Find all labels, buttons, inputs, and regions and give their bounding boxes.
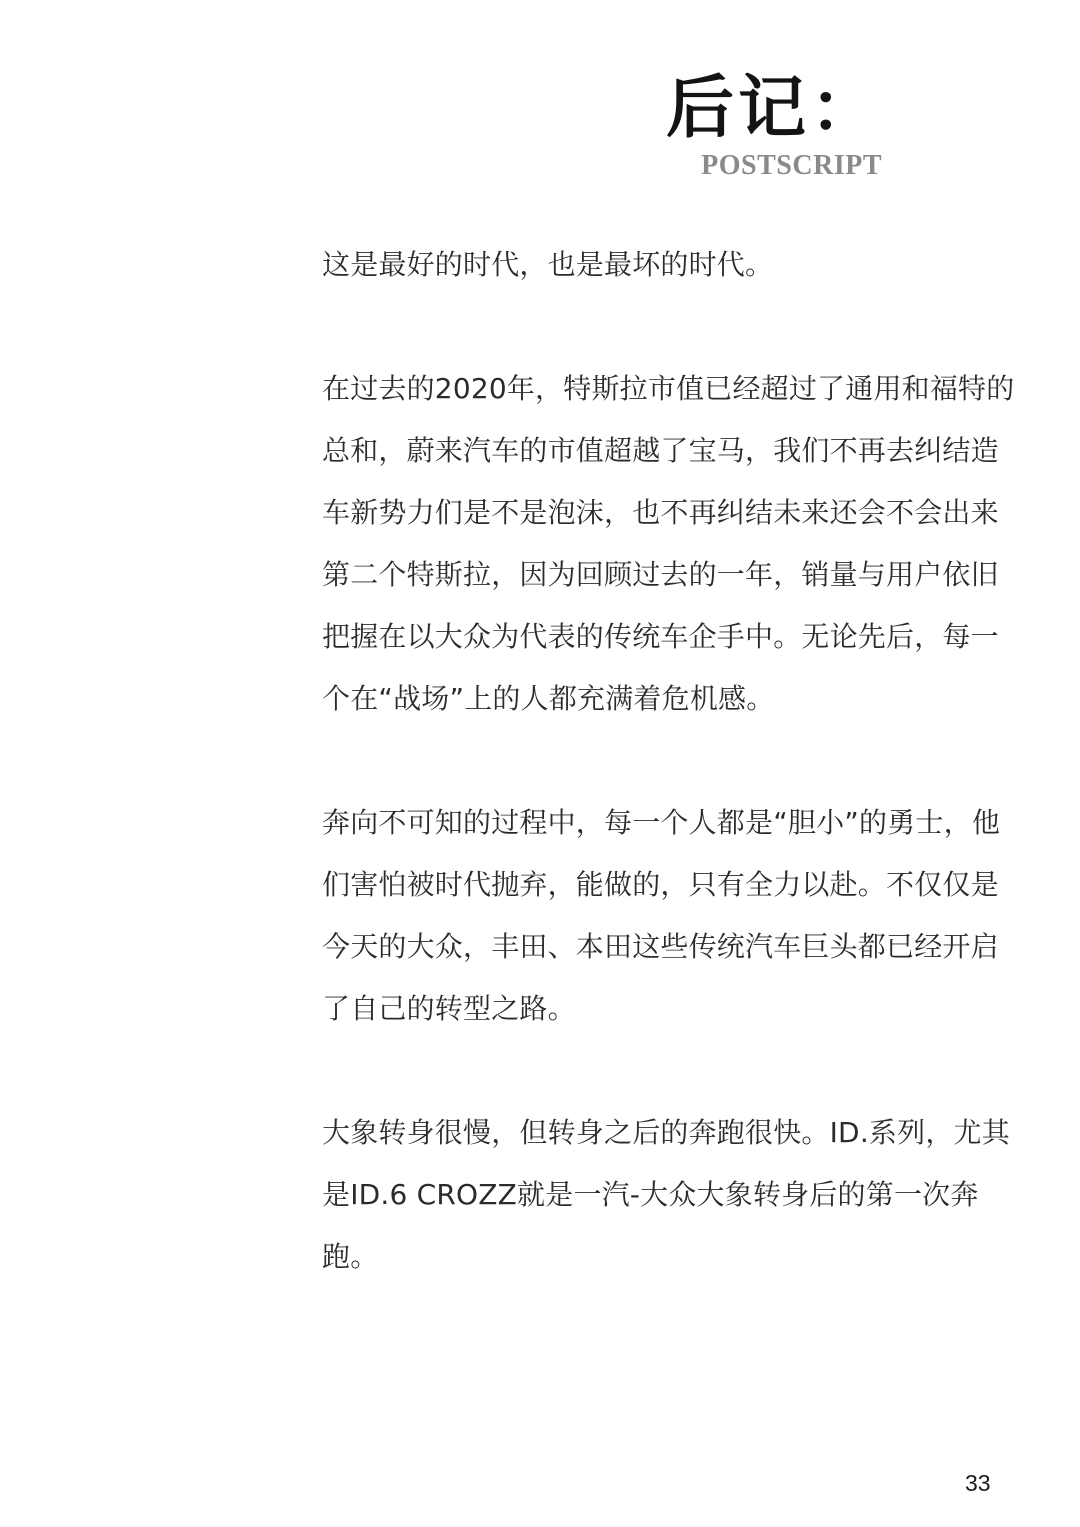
title-block	[562, 68, 882, 182]
text-line: 是ID.6 CROZZ就是一汽-大众大象转身后的第一次奔	[322, 1178, 979, 1211]
text-line: 车新势力们是不是泡沫，也不再纠结未来还会不会出来	[322, 496, 999, 529]
paragraph	[322, 358, 1014, 730]
page-title: 后记：	[665, 68, 882, 148]
text-line: 在过去的2020年，特斯拉市值已经超过了通用和福特的	[322, 372, 1015, 405]
paragraph	[322, 792, 1000, 1040]
text-line: 第二个特斯拉，因为回顾过去的一年，销量与用户依旧	[322, 558, 999, 591]
text-line: 今天的大众，丰田、本田这些传统汽车巨头都已经开启	[322, 930, 999, 963]
text-line: 把握在以大众为代表的传统车企手中。无论先后，每一	[322, 620, 999, 653]
paragraph	[322, 1102, 1010, 1288]
text-line: 们害怕被时代抛弃，能做的，只有全力以赴。不仅仅是	[322, 868, 999, 901]
page-subtitle: POSTSCRIPT	[701, 150, 882, 181]
page-number: 33	[965, 1470, 991, 1496]
paragraph	[322, 234, 773, 296]
text-line: 总和，蔚来汽车的市值超越了宝马，我们不再去纠结造	[322, 434, 999, 467]
text-line: 个在“战场”上的人都充满着危机感。	[322, 682, 775, 715]
text-line: 了自己的转型之路。	[322, 992, 576, 1025]
text-line: 大象转身很慢，但转身之后的奔跑很快。ID.系列，尤其	[322, 1116, 1010, 1149]
text-line: 这是最好的时代，也是最坏的时代。	[322, 248, 774, 281]
text-line: 跑。	[322, 1240, 379, 1273]
text-line: 奔向不可知的过程中，每一个人都是“胆小”的勇士，他	[322, 806, 1001, 839]
